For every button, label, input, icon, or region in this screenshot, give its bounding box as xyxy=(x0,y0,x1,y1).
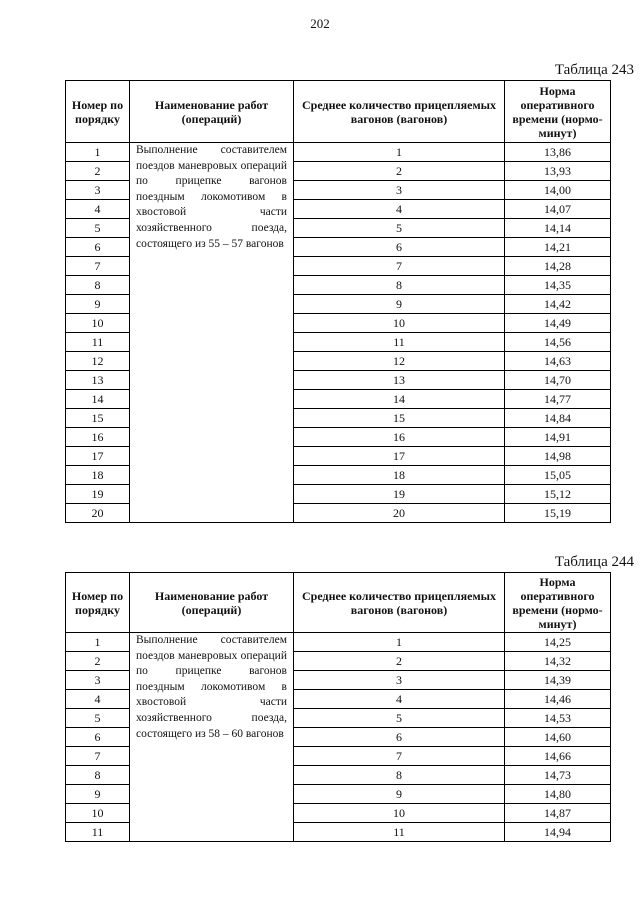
wagon-count: 6 xyxy=(294,238,505,257)
operation-description: Выполнение составителем поездов маневровых операций по прицепке вагонов поездным локомотивом в хвостовой части хозяйственного поезда, состоящего из 58 – 60 вагонов xyxy=(130,633,294,842)
wagon-count: 10 xyxy=(294,314,505,333)
header-name: Наименование работ (операций) xyxy=(130,573,294,633)
row-number: 1 xyxy=(66,143,130,162)
page-number: 202 xyxy=(310,16,330,31)
wagon-count: 9 xyxy=(294,295,505,314)
norm-value: 14,98 xyxy=(505,447,611,466)
table-244 xyxy=(65,572,611,842)
norm-value: 14,94 xyxy=(505,823,611,842)
row-number: 20 xyxy=(66,504,130,523)
norm-value: 14,28 xyxy=(505,257,611,276)
wagon-count: 4 xyxy=(294,200,505,219)
wagon-count: 12 xyxy=(294,352,505,371)
row-number: 10 xyxy=(66,804,130,823)
norm-value: 14,73 xyxy=(505,766,611,785)
norm-value: 13,93 xyxy=(505,162,611,181)
row-number: 11 xyxy=(66,333,130,352)
table-row xyxy=(66,633,611,652)
table-243 xyxy=(65,80,611,523)
row-number: 8 xyxy=(66,276,130,295)
norm-value: 14,60 xyxy=(505,728,611,747)
norm-value: 15,05 xyxy=(505,466,611,485)
row-number: 5 xyxy=(66,709,130,728)
row-number: 7 xyxy=(66,257,130,276)
norm-value: 14,25 xyxy=(505,633,611,652)
wagon-count: 3 xyxy=(294,181,505,200)
norm-value: 14,39 xyxy=(505,671,611,690)
table-244-title: Таблица 244 xyxy=(554,554,634,570)
wagon-count: 17 xyxy=(294,447,505,466)
norm-value: 14,87 xyxy=(505,804,611,823)
row-number: 1 xyxy=(66,633,130,652)
row-number: 8 xyxy=(66,766,130,785)
norm-value: 14,35 xyxy=(505,276,611,295)
row-number: 18 xyxy=(66,466,130,485)
table-row xyxy=(66,143,611,162)
wagon-count: 11 xyxy=(294,823,505,842)
table-243-title: Таблица 243 xyxy=(554,62,634,78)
row-number: 3 xyxy=(66,181,130,200)
header-name: Наименование работ (операций) xyxy=(130,81,294,143)
wagon-count: 16 xyxy=(294,428,505,447)
header-count: Среднее количество прицепляемых вагонов (вагонов) xyxy=(294,81,505,143)
norm-value: 14,14 xyxy=(505,219,611,238)
row-number: 7 xyxy=(66,747,130,766)
norm-value: 14,46 xyxy=(505,690,611,709)
row-number: 16 xyxy=(66,428,130,447)
row-number: 17 xyxy=(66,447,130,466)
wagon-count: 2 xyxy=(294,652,505,671)
wagon-count: 15 xyxy=(294,409,505,428)
norm-value: 14,53 xyxy=(505,709,611,728)
row-number: 15 xyxy=(66,409,130,428)
norm-value: 14,07 xyxy=(505,200,611,219)
row-number: 6 xyxy=(66,238,130,257)
row-number: 5 xyxy=(66,219,130,238)
wagon-count: 8 xyxy=(294,276,505,295)
header-norm: Норма оперативного времени (нормо-минут) xyxy=(505,81,611,143)
wagon-count: 6 xyxy=(294,728,505,747)
norm-value: 14,21 xyxy=(505,238,611,257)
wagon-count: 2 xyxy=(294,162,505,181)
wagon-count: 8 xyxy=(294,766,505,785)
norm-value: 14,66 xyxy=(505,747,611,766)
wagon-count: 5 xyxy=(294,709,505,728)
row-number: 2 xyxy=(66,652,130,671)
row-number: 6 xyxy=(66,728,130,747)
norm-value: 13,86 xyxy=(505,143,611,162)
wagon-count: 13 xyxy=(294,371,505,390)
wagon-count: 3 xyxy=(294,671,505,690)
norm-value: 14,42 xyxy=(505,295,611,314)
norm-value: 14,84 xyxy=(505,409,611,428)
wagon-count: 9 xyxy=(294,785,505,804)
row-number: 4 xyxy=(66,690,130,709)
header-number: Номер по порядку xyxy=(66,81,130,143)
header-norm: Норма оперативного времени (нормо-минут) xyxy=(505,573,611,633)
norm-value: 14,91 xyxy=(505,428,611,447)
wagon-count: 19 xyxy=(294,485,505,504)
wagon-count: 11 xyxy=(294,333,505,352)
header-count: Среднее количество прицепляемых вагонов (вагонов) xyxy=(294,573,505,633)
row-number: 4 xyxy=(66,200,130,219)
norm-value: 14,32 xyxy=(505,652,611,671)
norm-value: 14,80 xyxy=(505,785,611,804)
wagon-count: 18 xyxy=(294,466,505,485)
norm-value: 14,49 xyxy=(505,314,611,333)
wagon-count: 20 xyxy=(294,504,505,523)
row-number: 9 xyxy=(66,785,130,804)
row-number: 12 xyxy=(66,352,130,371)
wagon-count: 1 xyxy=(294,633,505,652)
table-244-body xyxy=(66,633,611,842)
row-number: 3 xyxy=(66,671,130,690)
wagon-count: 10 xyxy=(294,804,505,823)
row-number: 19 xyxy=(66,485,130,504)
wagon-count: 4 xyxy=(294,690,505,709)
norm-value: 14,00 xyxy=(505,181,611,200)
norm-value: 14,70 xyxy=(505,371,611,390)
wagon-count: 1 xyxy=(294,143,505,162)
norm-value: 14,63 xyxy=(505,352,611,371)
row-number: 14 xyxy=(66,390,130,409)
row-number: 2 xyxy=(66,162,130,181)
norm-value: 15,19 xyxy=(505,504,611,523)
wagon-count: 7 xyxy=(294,747,505,766)
norm-value: 15,12 xyxy=(505,485,611,504)
wagon-count: 14 xyxy=(294,390,505,409)
row-number: 11 xyxy=(66,823,130,842)
norm-value: 14,56 xyxy=(505,333,611,352)
row-number: 13 xyxy=(66,371,130,390)
row-number: 10 xyxy=(66,314,130,333)
norm-value: 14,77 xyxy=(505,390,611,409)
wagon-count: 7 xyxy=(294,257,505,276)
row-number: 9 xyxy=(66,295,130,314)
table-243-body xyxy=(66,143,611,523)
header-number: Номер по порядку xyxy=(66,573,130,633)
wagon-count: 5 xyxy=(294,219,505,238)
operation-description: Выполнение составителем поездов маневровых операций по прицепке вагонов поездным локомотивом в хвостовой части хозяйственного поезда, состоящего из 55 – 57 вагонов xyxy=(130,143,294,523)
